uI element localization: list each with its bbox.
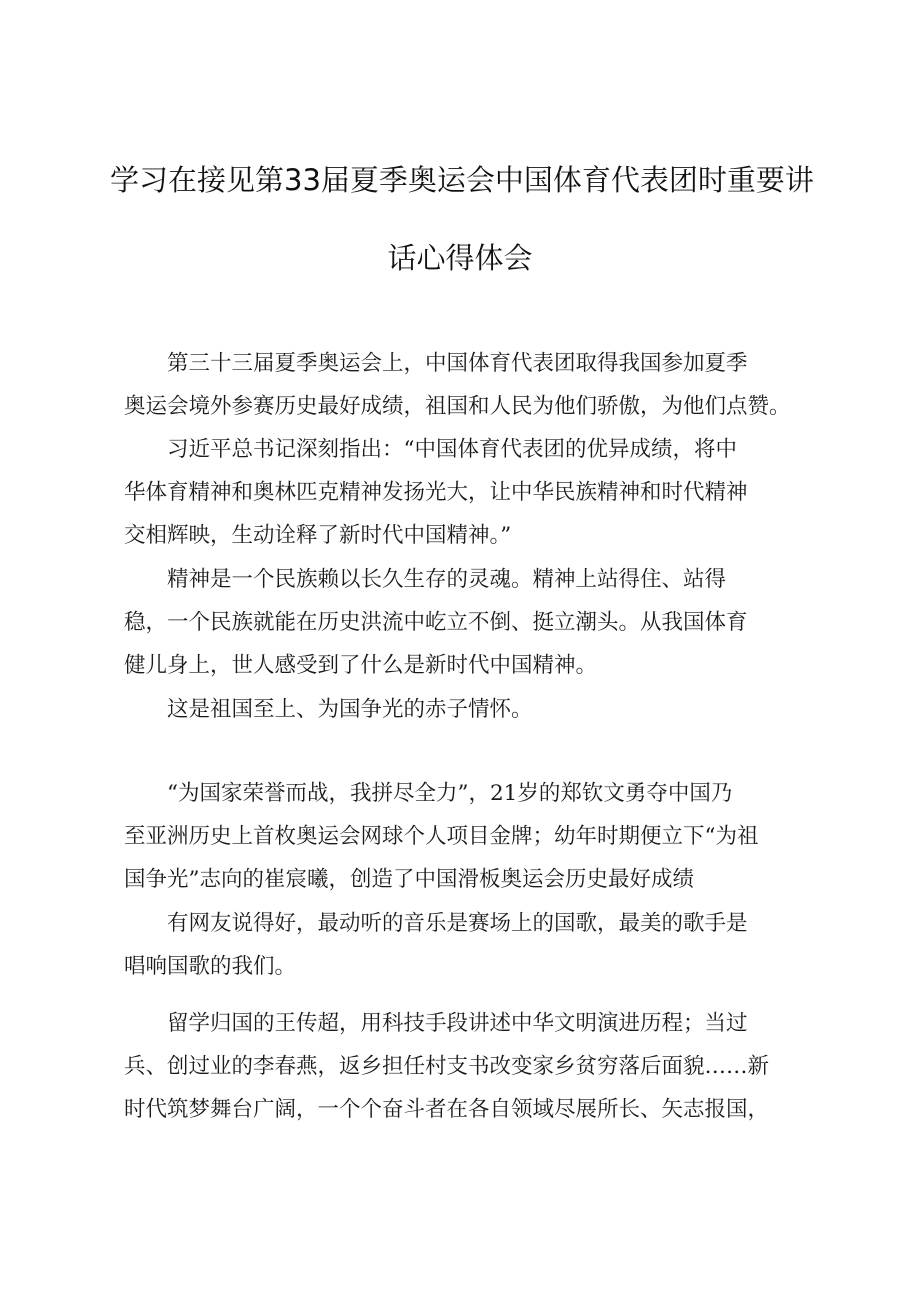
paragraph-line: 有网友说得好，最动听的音乐是赛场上的国歌，最美的歌手是 [124, 911, 748, 936]
paragraph-2 [124, 428, 824, 557]
document-title-line-1: 学习在接见第33届夏季奥运会中国体育代表团时重要讲 [110, 163, 814, 197]
paragraph-line: 第三十三届夏季奥运会上，中国体育代表团取得我国参加夏季 [124, 351, 748, 376]
paragraph-line: 时代筑梦舞台广阔，一个个奋斗者在各自领域尽展所长、矢志报国， [124, 1097, 770, 1122]
paragraph-line: 兵、创过业的李春燕，返乡担任村支书改变家乡贫穷落后面貌……新 [124, 1054, 770, 1079]
paragraph-line: 至亚洲历史上首枚奥运会网球个人项目金牌；幼年时期便立下“为祖 [124, 824, 759, 849]
paragraph-5 [124, 772, 824, 901]
paragraph-line: 这是祖国至上、为国争光的赤子情怀。 [124, 697, 533, 722]
paragraph-line: 华体育精神和奥林匹克精神发扬光大，让中华民族精神和时代精神 [124, 480, 748, 505]
paragraph-line: 精神是一个民族赖以长久生存的灵魂。精神上站得住、站得 [124, 567, 727, 592]
paragraph-line: 奥运会境外参赛历史最好成绩，祖国和人民为他们骄傲，为他们点赞。 [124, 394, 791, 419]
paragraph-line: 健儿身上，世人感受到了什么是新时代中国精神。 [124, 653, 598, 678]
paragraph-line: 习近平总书记深刻指出：“中国体育代表团的优异成绩，将中 [124, 437, 737, 462]
paragraph-4 [124, 688, 824, 731]
paragraph-line: 稳，一个民族就能在历史洪流中屹立不倒、挺立潮头。从我国体育 [124, 610, 748, 635]
paragraph-line: “为国家荣誉而战，我拼尽全力”，21岁的郑钦文勇夺中国乃 [124, 781, 733, 806]
paragraph-3 [124, 558, 824, 687]
paragraph-1 [124, 342, 824, 428]
paragraph-line: 留学归国的王传超，用科技手段讲述中华文明演进历程；当过 [124, 1011, 748, 1036]
paragraph-6 [124, 902, 824, 988]
paragraph-7 [124, 1002, 824, 1131]
paragraph-line: 国争光”志向的崔宸曦，创造了中国滑板奥运会历史最好成绩 [124, 867, 694, 892]
paragraph-line: 唱响国歌的我们。 [124, 954, 297, 979]
paragraph-line: 交相辉映，生动诠释了新时代中国精神。” [124, 523, 512, 548]
document-title-line-2: 话心得体会 [387, 241, 533, 275]
